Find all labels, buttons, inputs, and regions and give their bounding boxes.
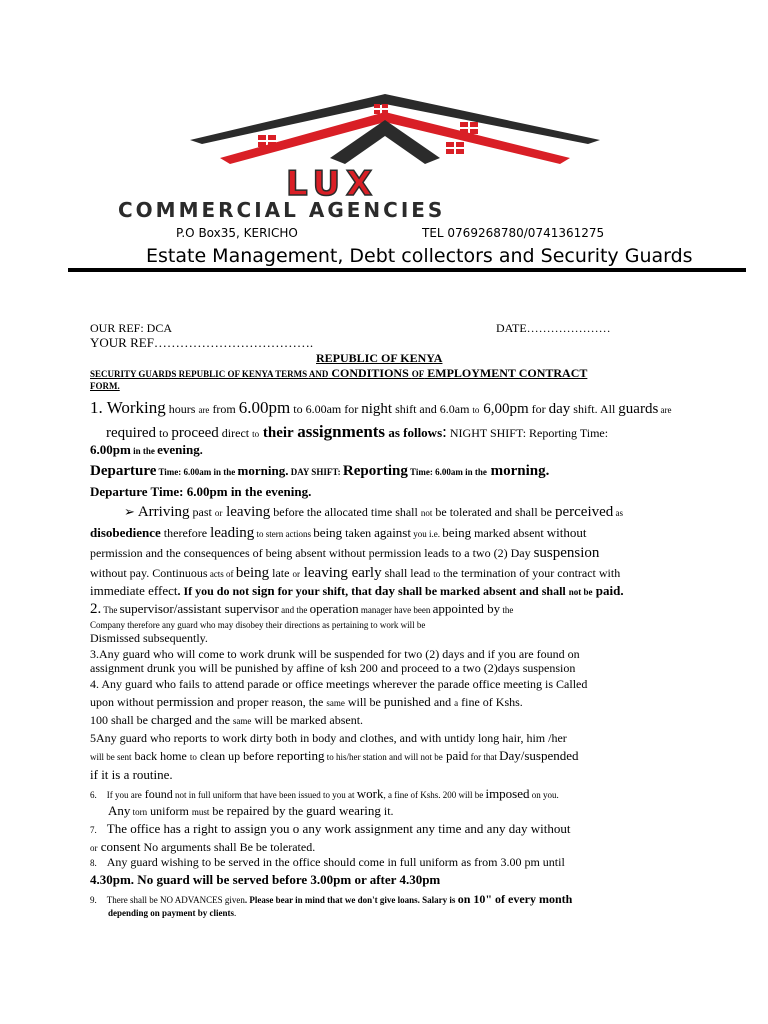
- window-right: [460, 122, 478, 134]
- company-name: COMMERCIAL AGENCIES: [118, 198, 446, 222]
- your-ref: YOUR REF……………………………….: [90, 335, 314, 350]
- clause-2-line3: Dismissed subsequently.: [90, 631, 208, 645]
- clause-3-line1: 3.Any guard who will come to work drunk will be suspended for two (2) days and if you are found on: [90, 647, 580, 661]
- clause-7-line2: or consent No arguments shall Be be tolerated.: [90, 839, 316, 854]
- clause-5-line1: 5Any guard who reports to work dirty both in body and clothes, and with untidy long hair, him /her: [90, 731, 567, 745]
- address: P.O Box35, KERICHO: [176, 226, 298, 240]
- clause-4-line3: 100 shall be charged and the same will be marked absent.: [90, 712, 364, 727]
- clause-8-line1: 8. Any guard wishing to be served in the office should come in full uniform as from 3.00 pm until: [90, 855, 565, 869]
- clause-1-line4: Departure Time: 6.00am in the morning. DAY SHIFT: Reporting Time: 6.00am in the morning.: [90, 463, 550, 479]
- clause-1-line5: Departure Time: 6.00pm in the evening.: [90, 484, 312, 499]
- window-center: [374, 104, 388, 114]
- clause-3-line2: assignment drunk you will be punished by affine of ksh 200 and proceed to a two (2)days suspension: [90, 661, 576, 675]
- clause-1-bullet-line3: permission and the consequences of being absent without permission leads to a two (2) Day suspension: [90, 545, 600, 561]
- header-rule: [68, 268, 746, 272]
- subheading-line1: SECURITY GUARDS REPUBLIC OF KENYA TERMS AND CONDITIONS OF EMPLOYMENT CONTRACT: [90, 366, 588, 380]
- clause-1-bullet-line5: immediate effect. If you do not sign for your shift, that day shall be marked absent and shall not be paid.: [90, 583, 624, 598]
- clause-2-line1: 2. The supervisor/assistant supervisor and the operation manager have been appointed by the: [90, 601, 514, 617]
- date-field: DATE…………………: [496, 321, 611, 335]
- clause-1-bullet-line4: without pay. Continuous acts of being late or leaving early shall lead to the termination of your contract with: [90, 565, 621, 581]
- clause-5-line2: will be sent back home to clean up before reporting to his/her station and will not be paid for that Day/suspended: [90, 748, 579, 763]
- subheading-line2: FORM.: [90, 381, 120, 391]
- clause-8-line2: 4.30pm. No guard will be served before 3.00pm or after 4.30pm: [90, 872, 441, 887]
- phone: TEL 0769268780/0741361275: [422, 226, 605, 240]
- our-ref: OUR REF: DCA: [90, 321, 173, 335]
- clause-4-line1: 4. Any guard who fails to attend parade or office meetings wherever the parade office meeting is Called: [90, 677, 588, 691]
- clause-2-line2: Company therefore any guard who may disobey their directions as pertaining to work will be: [90, 620, 426, 630]
- clause-1-bullet-line2: disobedience therefore leading to stern actions being taken against you i.e. being marked absent without: [90, 525, 587, 541]
- clause-1-line1: 1. Working hours are from 6.00pm to 6.00am for night shift and 6.0am to 6,00pm for day shift. All guards are: [90, 398, 672, 417]
- clause-9-line1: 9. There shall be NO ADVANCES given. Please bear in mind that we don't give loans. Salary is on 10" of every month: [90, 892, 573, 906]
- brand-name: LUX: [286, 164, 379, 204]
- clause-4-line2: upon without permission and proper reason, the same will be punished and a fine of Kshs.: [90, 694, 523, 709]
- window-far-right: [446, 142, 464, 154]
- clause-7-line1: 7. The office has a right to assign you o any work assignment any time and any day without: [90, 821, 571, 836]
- clause-9-line2: depending on payment by clients.: [108, 908, 237, 918]
- tagline: Estate Management, Debt collectors and Security Guards: [146, 245, 693, 267]
- clause-6-line2: Any torn uniform must be repaired by the guard wearing it.: [108, 803, 394, 818]
- clause-1-line2: required to proceed direct to their assignments as follows: NIGHT SHIFT: Reporting Time:: [106, 422, 609, 441]
- clause-6-line1: 6. If you are found not in full uniform that have been issued to you at work, a fine of Kshs. 200 will be imposed on you.: [90, 786, 559, 801]
- clause-1-bullet-line1: ➢ Arriving past or leaving before the allocated time shall not be tolerated and shall be perceived as: [124, 504, 624, 520]
- clause-1-line3: 6.00pm in the evening.: [90, 442, 203, 457]
- clause-5-line3: if it is a routine.: [90, 767, 173, 782]
- heading: REPUBLIC OF KENYA: [316, 351, 443, 365]
